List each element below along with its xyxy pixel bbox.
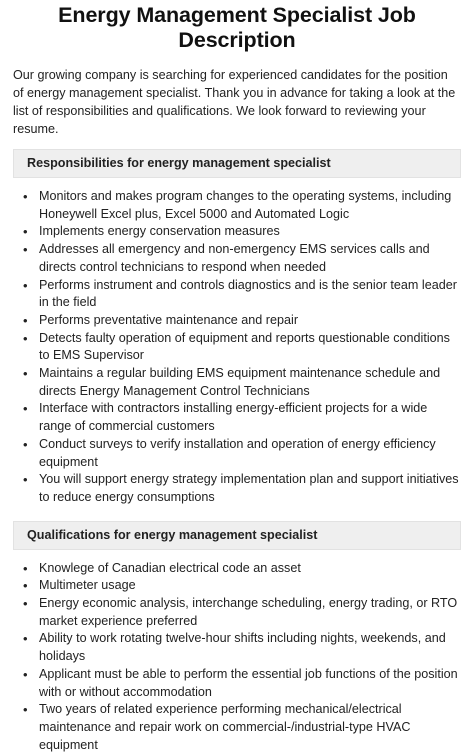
list-item bbox=[23, 277, 461, 312]
list-item-text: Implements energy conservation measures bbox=[39, 224, 280, 239]
bullet-icon: • bbox=[23, 277, 28, 293]
list-item-text: Performs preventative maintenance and repair bbox=[39, 312, 299, 327]
qualifications-list bbox=[13, 560, 461, 754]
qualifications-header: Qualifications for energy management specialist bbox=[13, 521, 461, 550]
list-item-text: Ability to work rotating twelve-hour shifts including nights, weekends, and holidays bbox=[39, 631, 446, 664]
list-item-text: Energy economic analysis, interchange scheduling, energy trading, or RTO market experience preferred bbox=[39, 596, 458, 628]
list-item bbox=[23, 365, 461, 400]
list-item-text: Monitors and makes program changes to the operating systems, including Honeywell Excel plus, Excel 5000 and Automated Logic bbox=[39, 189, 452, 221]
bullet-icon: • bbox=[23, 330, 28, 346]
responsibilities-list bbox=[13, 188, 461, 507]
list-item-text: Multimeter usage bbox=[39, 578, 136, 593]
bullet-icon: • bbox=[23, 189, 28, 204]
list-item bbox=[23, 630, 461, 665]
bullet-icon: • bbox=[23, 560, 28, 576]
list-item bbox=[23, 595, 461, 630]
list-item bbox=[23, 330, 461, 365]
bullet-icon: • bbox=[23, 631, 28, 647]
list-item bbox=[23, 188, 461, 223]
list-item-text: Interface with contractors installing energy-efficient projects for a wide range of commercial customers bbox=[39, 401, 428, 434]
bullet-icon: • bbox=[23, 472, 28, 488]
bullet-icon: • bbox=[23, 242, 28, 258]
bullet-icon: • bbox=[23, 312, 28, 328]
responsibilities-header: Responsibilities for energy management specialist bbox=[13, 149, 461, 178]
bullet-icon: • bbox=[23, 366, 28, 382]
list-item bbox=[23, 577, 461, 595]
bullet-icon: • bbox=[23, 401, 28, 417]
list-item bbox=[23, 400, 461, 435]
list-item bbox=[23, 436, 461, 471]
list-item-text: Maintains a regular building EMS equipment maintenance schedule and directs Energy Management Control Technicians bbox=[39, 366, 441, 398]
list-item-text: Performs instrument and controls diagnostics and is the senior team leader in the field bbox=[39, 277, 457, 310]
bullet-icon: • bbox=[23, 578, 28, 594]
list-item bbox=[23, 241, 461, 276]
list-item bbox=[23, 223, 461, 241]
list-item-text: Applicant must be able to perform the essential job functions of the position with or without accommodation bbox=[39, 666, 458, 699]
list-item-text: Addresses all emergency and non-emergency EMS services calls and directs control technicians to respond when needed bbox=[39, 242, 430, 274]
list-item-text: Knowlege of Canadian electrical code an asset bbox=[39, 560, 301, 575]
bullet-icon: • bbox=[23, 224, 28, 240]
intro-paragraph: Our growing company is searching for experienced candidates for the position of energy management specialist. Thank you in advance for taking a look at the list of responsibilities and qualifications. We look forward to reviewing your resume. bbox=[13, 68, 456, 136]
bullet-icon: • bbox=[23, 702, 28, 718]
bullet-icon: • bbox=[23, 666, 28, 682]
list-item-text: Two years of related experience performing mechanical/electrical maintenance and repair work on commercial-/industrial-type HVAC equipment bbox=[39, 702, 411, 752]
list-item bbox=[23, 560, 461, 578]
list-item bbox=[23, 666, 461, 701]
page-title: Energy Management Specialist Job Description bbox=[58, 3, 416, 52]
bullet-icon: • bbox=[23, 436, 28, 452]
list-item-text: Detects faulty operation of equipment and reports questionable conditions to EMS Supervisor bbox=[39, 330, 450, 363]
list-item bbox=[23, 701, 461, 754]
list-item-text: Conduct surveys to verify installation and operation of energy efficiency equipment bbox=[39, 436, 436, 469]
list-item-text: You will support energy strategy implementation plan and support initiatives to reduce energy consumptions bbox=[39, 472, 459, 504]
bullet-icon: • bbox=[23, 596, 28, 612]
list-item bbox=[23, 312, 461, 330]
list-item bbox=[23, 471, 461, 506]
